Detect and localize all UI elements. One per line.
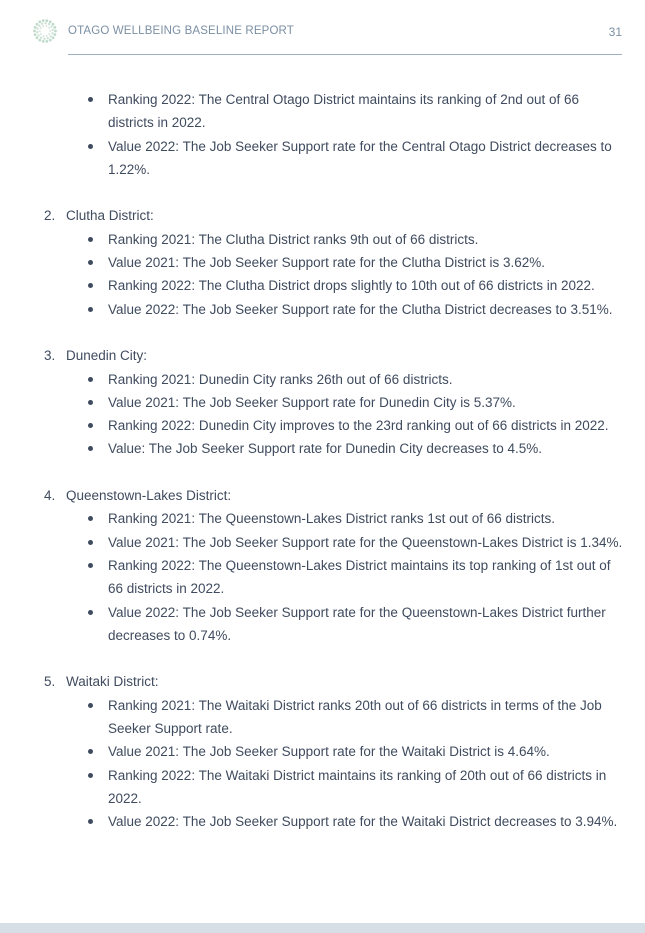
logo-dot bbox=[43, 38, 45, 40]
logo-dot bbox=[34, 33, 37, 36]
logo-dot bbox=[36, 27, 38, 29]
bullet-list bbox=[0, 507, 645, 647]
section-title: Waitaki District: bbox=[66, 674, 159, 690]
logo-dot bbox=[34, 26, 37, 29]
logo-dot bbox=[33, 30, 36, 33]
section-title: Queenstown-Lakes District: bbox=[66, 488, 232, 504]
list-item: Ranking 2022: The Waitaki District maintains its ranking of 20th out of 66 districts in 2022. bbox=[0, 764, 645, 811]
logo-dot bbox=[40, 33, 42, 35]
logo-dot bbox=[38, 24, 40, 26]
document-body bbox=[0, 88, 645, 834]
section-heading bbox=[0, 670, 645, 693]
logo-dot bbox=[48, 27, 50, 29]
logo-dot bbox=[47, 37, 49, 39]
logo-dot bbox=[52, 23, 55, 26]
logo-dot bbox=[54, 30, 57, 33]
header-divider bbox=[68, 54, 622, 55]
logo-dot bbox=[41, 23, 43, 25]
logo-dot bbox=[37, 34, 39, 36]
section-number: 4. bbox=[44, 488, 56, 504]
logo-dot bbox=[46, 35, 48, 37]
footer-band bbox=[0, 923, 645, 933]
logo-dot bbox=[40, 37, 42, 39]
logo-dot bbox=[46, 25, 48, 27]
section-waitaki bbox=[0, 670, 645, 833]
logo-dot bbox=[39, 30, 41, 32]
logo-dot bbox=[44, 22, 46, 24]
list-item: Value 2021: The Job Seeker Support rate for the Queenstown-Lakes District is 1.34%. bbox=[0, 531, 645, 554]
list-item: Ranking 2021: The Clutha District ranks 9th out of 66 districts. bbox=[0, 228, 645, 251]
list-item: Value 2022: The Job Seeker Support rate for the Central Otago District decreases to 1.22%. bbox=[0, 135, 645, 182]
section-number: 3. bbox=[44, 348, 56, 364]
page-number: 31 bbox=[608, 25, 622, 39]
logo-dot bbox=[38, 21, 41, 24]
bullet-list bbox=[0, 694, 645, 834]
logo-dot bbox=[38, 39, 41, 42]
logo-dot bbox=[49, 21, 52, 24]
logo-dot bbox=[49, 30, 51, 32]
logo-dot bbox=[52, 29, 54, 31]
list-item: Value: The Job Seeker Support rate for Dunedin City decreases to 4.5%. bbox=[0, 437, 645, 460]
logo-dot bbox=[53, 26, 56, 29]
list-item: Value 2021: The Job Seeker Support rate for the Clutha District is 3.62%. bbox=[0, 251, 645, 274]
logo-dot bbox=[51, 32, 53, 34]
logo-dot bbox=[40, 27, 42, 29]
logo-dot bbox=[50, 25, 52, 27]
section-number: 5. bbox=[44, 674, 56, 690]
section-dunedin bbox=[0, 344, 645, 460]
section-number: 2. bbox=[44, 208, 56, 224]
list-item: Value 2022: The Job Seeker Support rate for the Clutha District decreases to 3.51%. bbox=[0, 298, 645, 321]
logo-dot bbox=[49, 39, 52, 42]
list-item: Ranking 2021: The Queenstown-Lakes District ranks 1st out of 66 districts. bbox=[0, 507, 645, 530]
logo-dot bbox=[45, 19, 48, 22]
section-heading bbox=[0, 484, 645, 507]
section-title: Dunedin City: bbox=[66, 348, 148, 364]
bullet-list bbox=[0, 228, 645, 321]
page-header bbox=[0, 0, 645, 60]
logo-dot bbox=[48, 33, 50, 35]
report-title: OTAGO WELLBEING BASELINE REPORT bbox=[68, 25, 294, 37]
logo-dot bbox=[36, 31, 38, 33]
list-item: Ranking 2021: The Waitaki District ranks 20th out of 66 districts in terms of the Job Seeker Support rate. bbox=[0, 694, 645, 741]
section-title: Clutha District: bbox=[66, 208, 154, 224]
logo-dot bbox=[45, 40, 48, 43]
section-clutha bbox=[0, 204, 645, 320]
section-heading bbox=[0, 204, 645, 227]
list-item: Ranking 2022: Dunedin City improves to the 23rd ranking out of 66 districts in 2022. bbox=[0, 414, 645, 437]
logo-dot bbox=[42, 25, 44, 27]
logo-dot bbox=[42, 19, 45, 22]
logo-dot bbox=[36, 23, 39, 26]
logo-dot bbox=[42, 40, 45, 43]
list-item: Value 2021: The Job Seeker Support rate for the Waitaki District is 4.64%. bbox=[0, 740, 645, 763]
list-item: Ranking 2022: The Clutha District drops slightly to 10th out of 66 districts in 2022. bbox=[0, 274, 645, 297]
list-item: Value 2021: The Job Seeker Support rate for Dunedin City is 5.37%. bbox=[0, 391, 645, 414]
list-item: Ranking 2021: Dunedin City ranks 26th out of 66 districts. bbox=[0, 368, 645, 391]
logo-dot bbox=[52, 36, 55, 39]
list-item: Value 2022: The Job Seeker Support rate for the Queenstown-Lakes District further decreases to 0.74%. bbox=[0, 601, 645, 648]
logo-dot bbox=[53, 33, 56, 36]
list-item: Value 2022: The Job Seeker Support rate for the Waitaki District decreases to 3.94%. bbox=[0, 810, 645, 833]
logo-dot bbox=[50, 35, 52, 37]
section-heading bbox=[0, 344, 645, 367]
continued-bullet-list bbox=[0, 88, 645, 181]
logo-dot bbox=[43, 35, 45, 37]
list-item: Ranking 2022: The Queenstown-Lakes District maintains its top ranking of 1st out of 66 districts in 2022. bbox=[0, 554, 645, 601]
bullet-list bbox=[0, 368, 645, 461]
dotted-wreath-logo-icon bbox=[33, 19, 57, 43]
section-queenstown-lakes bbox=[0, 484, 645, 647]
logo-dot bbox=[48, 23, 50, 25]
list-item: Ranking 2022: The Central Otago District maintains its ranking of 2nd out of 66 districts in 2022. bbox=[0, 88, 645, 135]
logo-dot bbox=[36, 36, 39, 39]
